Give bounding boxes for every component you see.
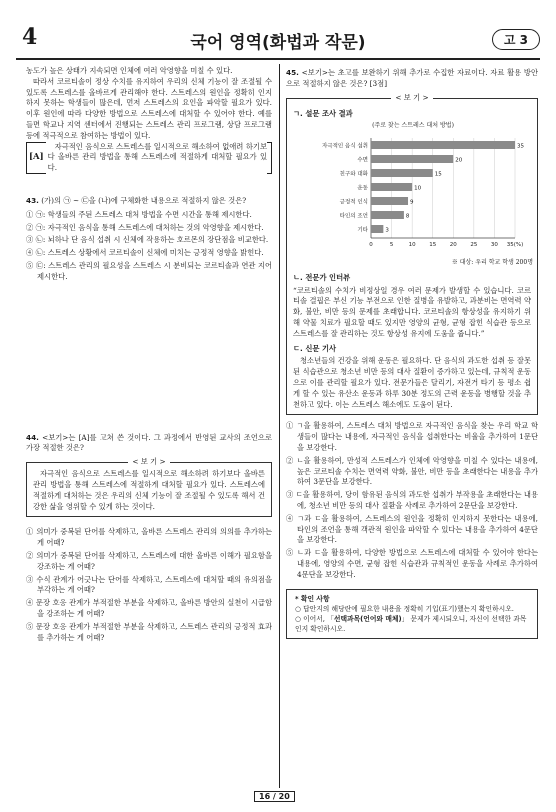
bogi-box xyxy=(286,92,538,416)
article-text: 청소년들의 건강을 위해 운동은 필요하다. 단 음식의 과도한 섭취 등 잘못된 식습관으로 청소년 비만 등의 대사 질환이 증가하고 있는데, 규칙적 운동으로 이를 관리할 필요가 있다. 전문가들은 달리기, 자전거 타기 등 평소 쉽게 할 수 있는 유산소 운동과 하루 30분 정도의 근력 운동을 병행할 것을 추천하고 있다. 이는 스트레스 해소에도 도움이 된다. xyxy=(293,356,531,409)
data-label: 8 xyxy=(405,213,410,220)
chart-title: (주로 찾는 스트레스 대처 방법) xyxy=(372,122,454,130)
data-label: 15 xyxy=(434,171,442,178)
question-43-number: 43. xyxy=(26,195,39,205)
bar xyxy=(371,141,515,149)
choice-item[interactable]: ① ㄱ을 활용하여, 스트레스 대처 방법으로 자극적인 음식을 찾는 우리 학교 학생들이 많다는 내용에, 자극적인 음식을 섭취한다는 비율을 추가하여 1문단을 보강한다. xyxy=(286,421,538,452)
question-45-choices xyxy=(286,421,538,580)
bar xyxy=(371,211,404,219)
left-column xyxy=(26,66,272,645)
choice-item[interactable]: ⑤ ㉢: 스트레스 관리의 필요성을 스트레스 시 분비되는 코르티솔과 연관 지어 제시한다. xyxy=(26,260,272,281)
category-label: 친구와 대화 xyxy=(339,171,368,178)
column-divider xyxy=(279,64,280,788)
section-interview-heading: ㄴ. 전문가 인터뷰 xyxy=(293,272,351,282)
x-tick-label: 5 xyxy=(389,242,394,249)
category-label: 기타 xyxy=(357,227,368,234)
bogi-text: 자극적인 음식으로 스트레스를 일시적으로 해소하려 하기보다 올바른 관리 방법을 통해 스트레스에 적절하게 대처할 필요가 있다. 스트레스에 적절하게 대처하는 것은 우리의 신체 기능이 잘 조절될 수 있도록 해서 건강한 삶을 영위할 수 있게 하는 것이다. xyxy=(33,469,265,511)
data-label: 10 xyxy=(414,185,422,192)
page-counter: 16 / 20 xyxy=(254,791,295,802)
interview-text: “코르티솔의 수치가 비정상일 경우 여러 문제가 발생할 수 있습니다. 코르티솔 결핍은 부신 기능 부전으로 인한 질병을 유발하고, 과분비는 면역력 약화, 불안, 비만 등의 문제를 초래합니다. 코르티솔의 항상성을 유지하기 위해 약물 치료가 필요할 때도 있지만 영양의 균형, 균형 잡힌 식습관 등으로 스트레스를 잘 관리하는 것도 항상성 유지에 도움을 줍니다.” xyxy=(293,285,531,338)
category-label: 수면 xyxy=(357,157,368,164)
x-tick-label: 20 xyxy=(449,242,457,249)
x-tick-label: 25 xyxy=(470,242,478,249)
passage-paragraph-1: 농도가 높은 상태가 지속되면 인체에 여러 악영향을 미칠 수 있다. xyxy=(26,66,233,75)
category-label: 긍정적 인식 xyxy=(339,199,368,206)
data-label: 35 xyxy=(517,143,524,150)
section-survey-heading: ㄱ. 설문 조사 결과 xyxy=(293,108,353,118)
x-tick-label: 0 xyxy=(369,242,373,249)
section-article-heading: ㄷ. 신문 기사 xyxy=(293,343,337,353)
right-column xyxy=(286,68,538,639)
bar-chart xyxy=(293,134,533,254)
choice-item[interactable]: ② ㄴ을 활용하여, 만성적 스트레스가 인체에 악영향을 미칠 수 있다는 내용에, 높은 코르티솔 수치는 면역력 약화, 불안, 비만 등을 초래한다는 내용을 추가하여 3문단을 보강한다. xyxy=(286,455,538,487)
passage-paragraph-2: 따라서 코르티솔이 정상 수치를 유지하여 우리의 신체 기능이 잘 조절될 수 있도록 스트레스를 올바르게 관리해야 한다. 스트레스의 원인을 정확히 인지하지 못하는 학생들이 많은데, 먼저 스트레스의 요인을 파악할 필요가 있다. 이후 원인에 따라 다양한 방법으로 스트레스에 대처할 수 있어야 한다. 예를 들면 학교나 지역 센터에서 진행되는 스트레스 관리 프로그램, 상담 프로그램 등에 적극적으로 참여하는 방법이 있다. xyxy=(26,76,272,140)
choice-item[interactable]: ① ㉠: 학생들의 주된 스트레스 대처 방법을 수면 시간을 통해 제시한다. xyxy=(26,209,252,219)
choice-item[interactable]: ④ ㄱ과 ㄷ을 활용하여, 스트레스의 원인을 정확히 인지하지 못한다는 내용에, 타인의 조언을 통해 객관적 원인을 파악할 수 있다는 내용을 추가하여 4문단을 보강한다. xyxy=(286,513,538,545)
category-label: 타인의 조언 xyxy=(339,213,368,220)
data-label: 9 xyxy=(410,199,414,206)
passage-paragraph-3: 자극적인 음식으로 스트레스를 일시적으로 해소하여 없애려 하기보다 올바른 관리 방법을 통해 스트레스에 적절하게 대처할 필요가 있다. xyxy=(47,141,267,173)
category-label: 운동 xyxy=(357,185,368,192)
x-tick-label: 10 xyxy=(408,242,416,249)
bogi-box xyxy=(26,457,272,517)
confirm-line-2: ○ 이어서, 「선택과목(언어와 매체)」 문제가 제시되오니, 자신이 선택한 과목인지 확인하시오. xyxy=(295,614,527,633)
page-title: 국어 영역(화법과 작문) xyxy=(190,33,366,53)
choice-item[interactable]: ④ 문장 호응 관계가 부적절한 부분을 삭제하고, 올바른 방안의 실천이 시급함을 강조하는 게 어때? xyxy=(26,598,272,618)
survey-chart xyxy=(293,121,533,268)
question-43-choices xyxy=(26,210,272,283)
choice-item[interactable]: ③ 수식 관계가 어긋나는 단어를 삭제하고, 스트레스에 대처할 때의 유의점을 부각하는 게 어때? xyxy=(26,574,272,595)
choice-item[interactable]: ③ ㄷ을 활용하여, 당이 함유된 음식의 과도한 섭취가 부작용을 초래한다는 내용에, 청소년 비만 등의 대사 질환을 사례로 추가하여 2문단을 보강한다. xyxy=(286,490,538,510)
elective-subject: 선택과목(언어와 매체) xyxy=(333,614,402,623)
page-number: 4 xyxy=(22,24,38,50)
header-rule xyxy=(16,58,540,60)
question-45-stem: <보기>는 초고를 보완하기 위해 추가로 수집한 자료이다. 자료 활용 방안으로 적절하지 않은 것은? [3점] xyxy=(286,68,538,88)
question-44-number: 44. xyxy=(26,432,39,442)
grade-badge: 고 3 xyxy=(492,29,540,50)
choice-item[interactable]: ② 의미가 중복된 단어를 삭제하고, 스트레스에 대한 올바른 이해가 필요함을 강조하는 게 어때? xyxy=(26,550,272,571)
chart-note: ※ 대상: 우리 학교 학생 200명 xyxy=(451,258,533,266)
x-tick-label: 30 xyxy=(490,242,498,249)
bar xyxy=(371,225,383,233)
bar xyxy=(371,169,433,177)
choice-item[interactable]: ② ㉠: 자극적인 음식을 통해 스트레스에 대처하는 것의 악영향을 제시한다. xyxy=(26,222,264,232)
confirm-box xyxy=(286,589,538,639)
question-44 xyxy=(26,433,272,644)
choice-item[interactable]: ① 의미가 중복된 단어를 삭제하고, 올바른 스트레스 관리의 의의를 추가하는 게 어때? xyxy=(26,527,272,548)
data-label: 20 xyxy=(455,157,463,164)
choice-item[interactable]: ③ ㉡: 뇌하나 단 음식 섭취 시 신체에 작용하는 호르몬의 장단점을 비교한다. xyxy=(26,235,269,245)
x-tick-label: 15 xyxy=(429,242,437,249)
x-tick-label: 35(%) xyxy=(506,242,524,249)
bar xyxy=(371,197,408,205)
choice-item[interactable]: ⑤ 문장 호응 관계가 부적절한 부분을 삭제하고, 스트레스 관리의 긍정적 효과를 추가하는 게 어때? xyxy=(26,621,272,642)
question-43-stem: (가)의 ㉠ ~ ㉢을 (나)에 구체화한 내용으로 적절하지 않은 것은? xyxy=(41,195,247,205)
bogi-label: < 보 기 > xyxy=(128,457,169,466)
confirm-heading: * 확인 사항 xyxy=(295,594,330,603)
passage-section-a xyxy=(26,142,272,174)
bogi-label: < 보 기 > xyxy=(391,93,432,102)
bar xyxy=(371,155,453,163)
question-44-stem: <보기>는 [A]를 고쳐 쓴 것이다. 그 과정에서 반영된 교사의 조언으로 가장 적절한 것은? xyxy=(26,432,272,453)
section-a-marker: [A] xyxy=(26,142,46,174)
choice-item[interactable]: ⑤ ㄴ과 ㄷ을 활용하여, 다양한 방법으로 스트레스에 대처할 수 있어야 한다는 내용에, 영양의 수면, 균형 잡힌 식습관과 규칙적인 운동을 사례로 추가하여 4문단을 보강한다. xyxy=(286,548,538,579)
question-44-choices xyxy=(26,527,272,643)
choice-item[interactable]: ④ ㉡: 스트레스 상황에서 코르티솔이 신체에 미치는 긍정적 영향을 밝힌다. xyxy=(26,248,264,258)
category-label: 자극적인 음식 섭취 xyxy=(321,143,368,150)
confirm-line-1: ○ 답안지의 해당란에 필요한 내용을 정확히 기입(표기)했는지 확인하시오. xyxy=(295,604,514,613)
bar xyxy=(371,183,412,191)
data-label: 3 xyxy=(385,227,389,234)
question-43 xyxy=(26,196,272,283)
question-45-number: 45. xyxy=(286,68,299,77)
